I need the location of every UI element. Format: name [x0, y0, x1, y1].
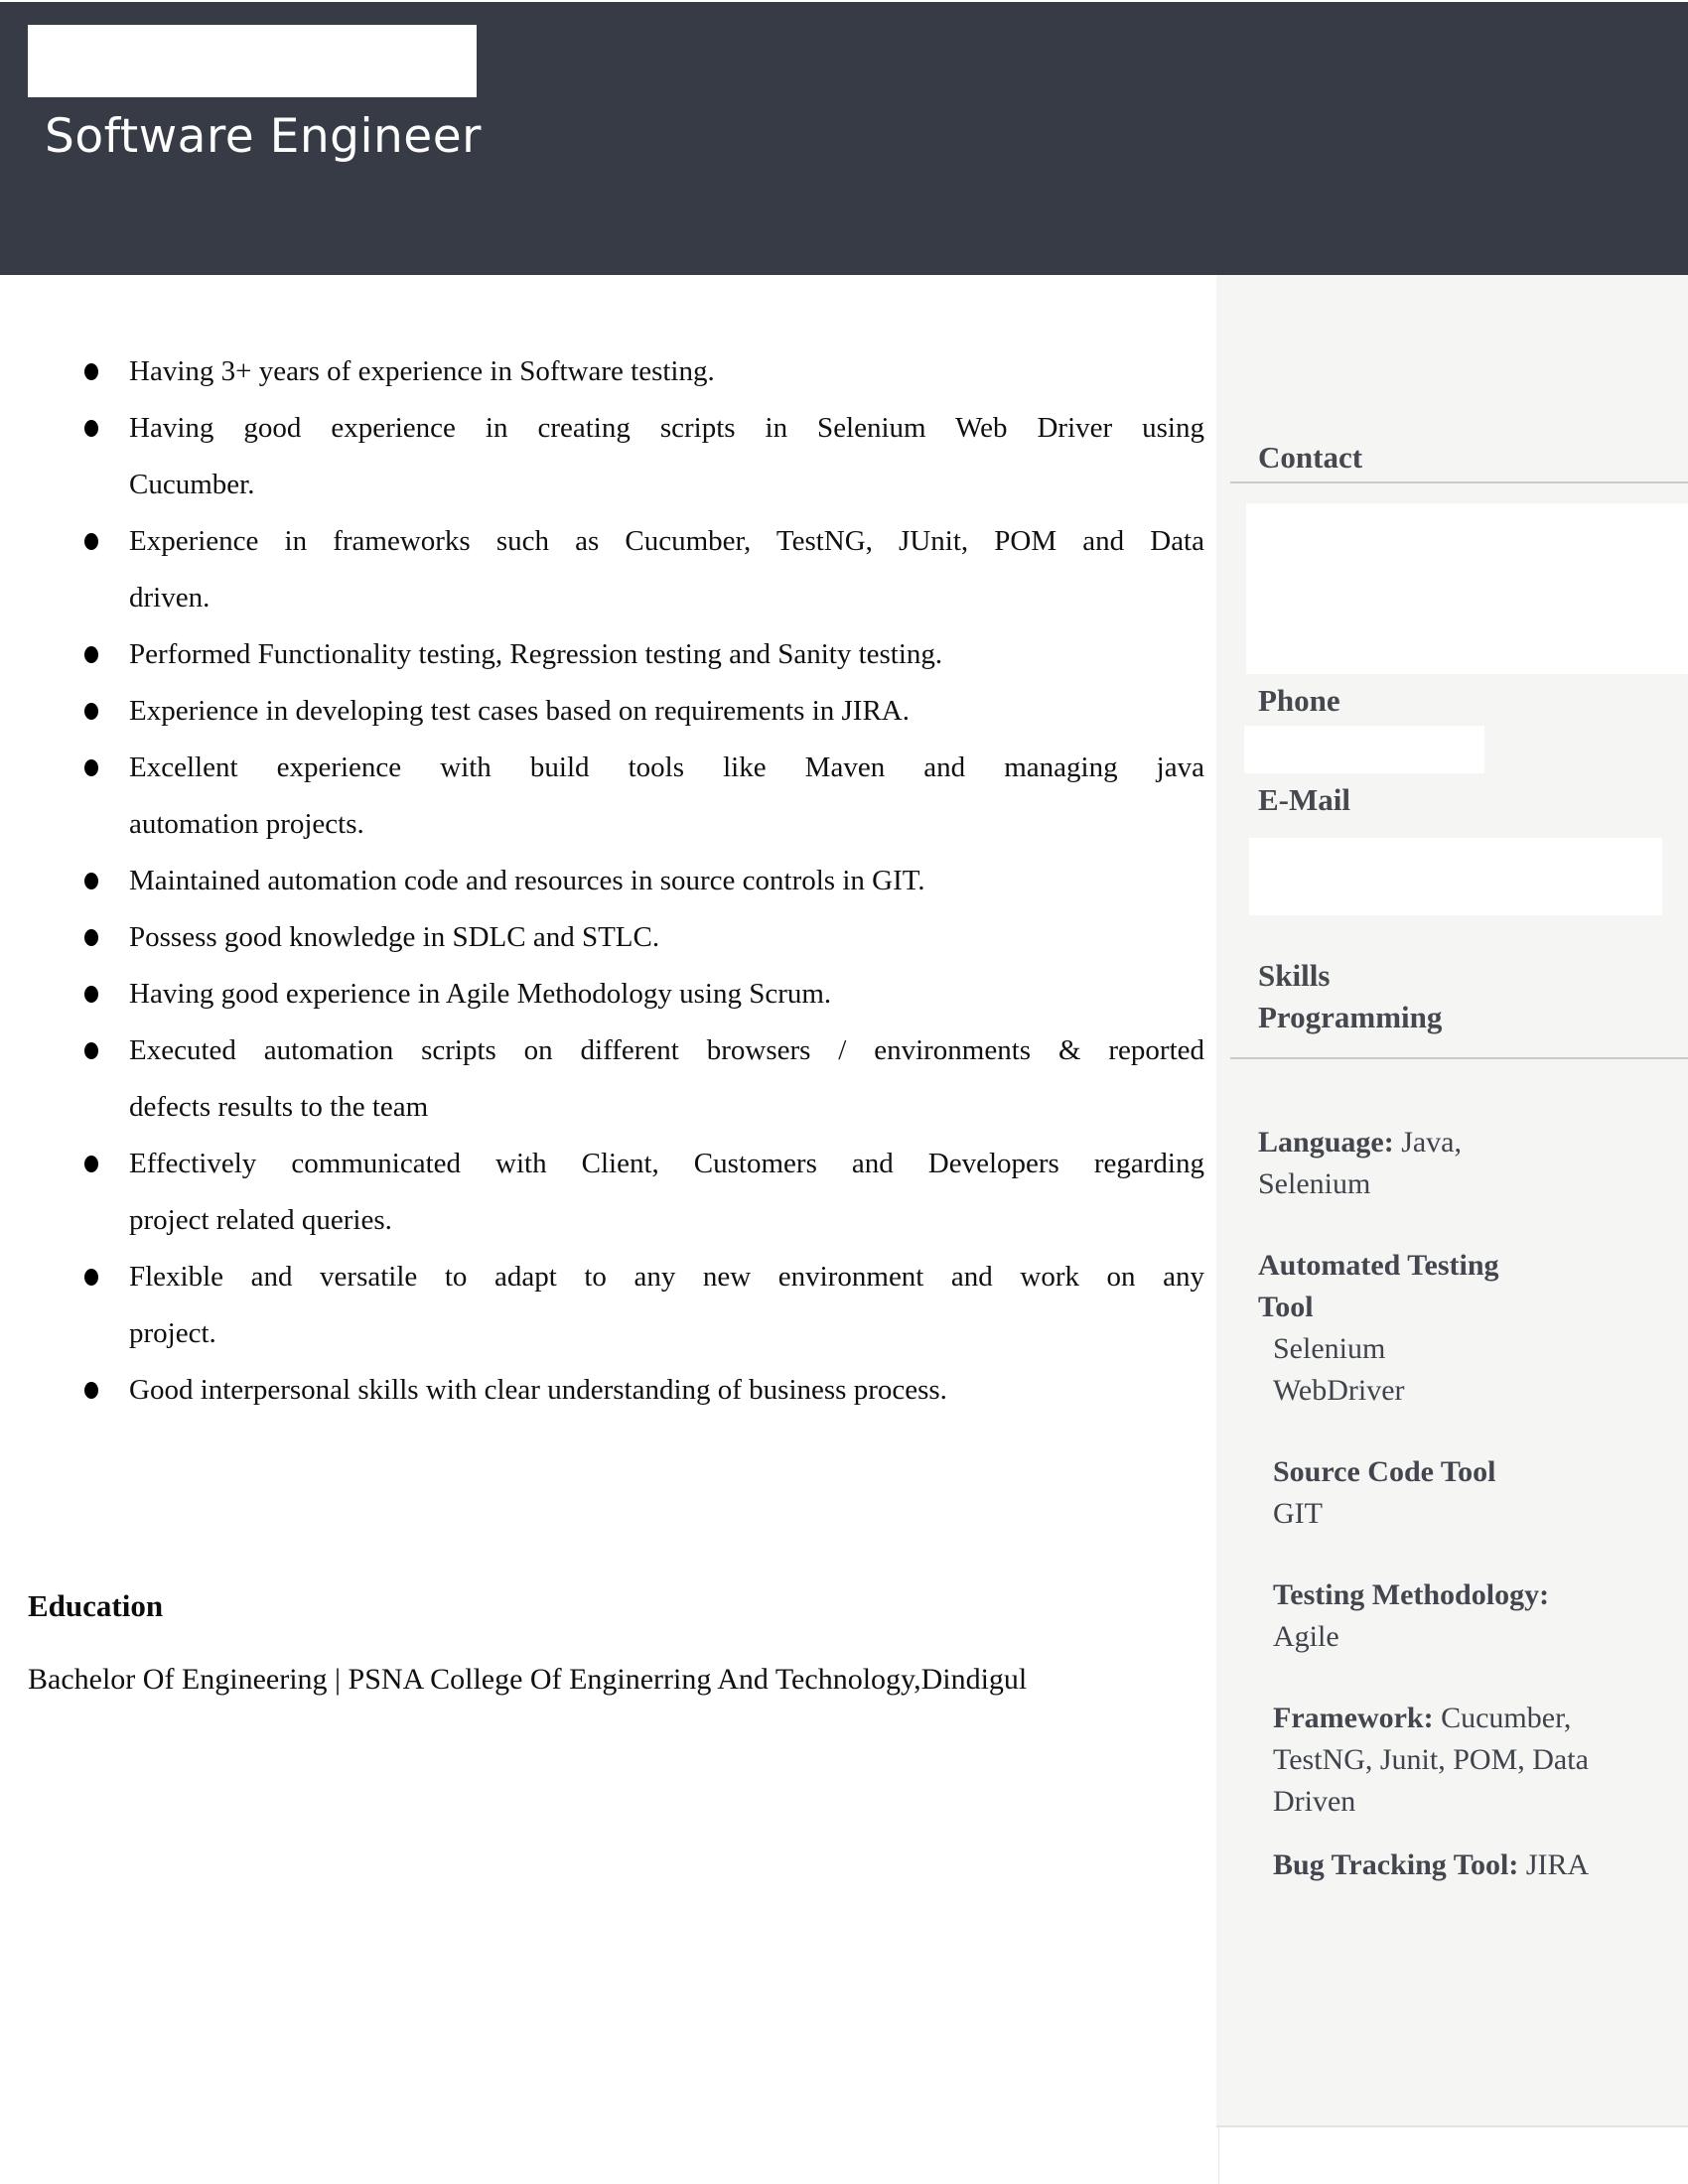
skill-text-line [1273, 1844, 1670, 1886]
skills-divider [1230, 1057, 1688, 1059]
skill-value: WebDriver [1273, 1374, 1405, 1407]
bullet-text-line: Possess good knowledge in SDLC and STLC. [129, 921, 660, 953]
bullet-text-line: Good interpersonal skills with clear understanding of business process. [129, 1374, 947, 1406]
summary-bullet-item [129, 740, 1204, 853]
bullet-text-line: Performed Functionality testing, Regression testing and Sanity testing. [129, 638, 943, 670]
bullet-icon [84, 929, 98, 946]
skill-value: TestNG, Junit, POM, Data [1273, 1743, 1589, 1776]
skill-text-line [1258, 1122, 1670, 1163]
skills-heading-line1: Skills [1258, 958, 1331, 993]
summary-bullet-item [129, 1249, 1204, 1362]
skill-label: Automated Testing [1258, 1249, 1499, 1282]
skill-label: Tool [1258, 1291, 1314, 1323]
skill-text-line [1273, 1698, 1670, 1739]
bullet-text-line: Experience in developing test cases based on requirements in JIRA. [129, 695, 910, 727]
skill-item [1273, 1574, 1670, 1658]
summary-bullet-item [129, 683, 1204, 740]
bullet-text-line: driven. [129, 582, 211, 614]
skill-value: Selenium [1273, 1332, 1386, 1365]
skill-item [1273, 1451, 1670, 1535]
contact-heading: Contact [1258, 440, 1363, 475]
skill-item [1273, 1844, 1670, 1886]
email-label: E-Mail [1258, 782, 1350, 817]
bullet-icon [84, 759, 98, 776]
bullet-text-line: Cucumber. [129, 469, 255, 500]
skill-item [1273, 1698, 1670, 1823]
summary-bullet-item [129, 1023, 1204, 1136]
bullet-text-line: Excellent experience with build tools like Maven and managing java [129, 751, 1204, 783]
bullet-text-line: Maintained automation code and resources in source controls in GIT. [129, 865, 925, 896]
summary-bullet-item [129, 343, 1204, 400]
skill-item [1258, 1245, 1670, 1412]
phone-redacted-box [1244, 726, 1484, 773]
summary-bullet-item [129, 853, 1204, 909]
bullet-icon [84, 1382, 98, 1399]
bullet-icon [84, 363, 98, 380]
skill-value: Java, [1401, 1126, 1462, 1159]
skills-heading [1258, 955, 1442, 1038]
summary-bullet-item [129, 626, 1204, 683]
summary-bullet-item [129, 966, 1204, 1023]
bullet-icon [84, 986, 98, 1003]
bullet-text-line: Experience in frameworks such as Cucumber, TestNG, JUnit, POM and Data [129, 525, 1204, 557]
summary-bullet-item [129, 400, 1204, 513]
email-redacted-box [1249, 838, 1662, 915]
skills-heading-line2: Programming [1258, 1000, 1443, 1034]
skills-list [1258, 1122, 1670, 1926]
bullet-text-line: Effectively communicated with Client, Customers and Developers regarding [129, 1148, 1204, 1179]
education-section [28, 1585, 1209, 1701]
bullet-icon [84, 873, 98, 889]
bullet-text-line: Having 3+ years of experience in Software testing. [129, 355, 715, 387]
bullet-text-line: defects results to the team [129, 1091, 429, 1123]
education-heading: Education [28, 1588, 164, 1623]
skill-value: GIT [1273, 1497, 1323, 1530]
skill-value: Selenium [1258, 1167, 1371, 1200]
skill-label: Testing Methodology: [1273, 1578, 1550, 1611]
bullet-text-line: automation projects. [129, 808, 364, 840]
skill-value: JIRA [1525, 1848, 1590, 1881]
sidebar [1216, 275, 1688, 2127]
header [0, 2, 1688, 275]
phone-label: Phone [1258, 683, 1340, 718]
skill-item [1258, 1122, 1670, 1205]
bullet-icon [84, 420, 98, 437]
page-title: Software Engineer [45, 109, 482, 164]
education-entry: Bachelor Of Engineering | PSNA College Of Enginerring And Technology,Dindigul [28, 1663, 1028, 1696]
bullet-icon [84, 1269, 98, 1286]
skill-value: Agile [1273, 1620, 1339, 1653]
bullet-text-line: Having good experience in creating scripts in Selenium Web Driver using [129, 412, 1204, 444]
bullet-text-line: Executed automation scripts on different browsers / environments & reported [129, 1034, 1204, 1066]
skill-label: Source Code Tool [1273, 1455, 1496, 1488]
skill-label: Language: [1258, 1126, 1394, 1159]
summary-bullet-item [129, 1362, 1204, 1419]
summary-list [129, 343, 1204, 1419]
skill-value: Driven [1273, 1785, 1356, 1818]
address-redacted-box [1246, 503, 1688, 674]
bullet-text-line: Having good experience in Agile Methodology using Scrum. [129, 978, 832, 1010]
skill-label: Framework: [1273, 1702, 1434, 1734]
skill-label: Bug Tracking Tool: [1273, 1848, 1519, 1881]
bullet-icon [84, 1042, 98, 1059]
skill-value: Cucumber, [1441, 1702, 1572, 1734]
bullet-icon [84, 646, 98, 663]
bullet-icon [84, 703, 98, 720]
name-redacted-box [28, 25, 477, 97]
summary-bullet-item [129, 1136, 1204, 1249]
bullet-icon [84, 533, 98, 550]
bullet-text-line: Flexible and versatile to adapt to any new environment and work on any [129, 1261, 1204, 1293]
content-divider-line [1218, 2127, 1219, 2184]
bullet-text-line: project. [129, 1317, 216, 1349]
contact-divider [1230, 481, 1688, 483]
summary-bullet-item [129, 909, 1204, 966]
bullet-icon [84, 1156, 98, 1172]
summary-bullet-item [129, 513, 1204, 626]
bullet-text-line: project related queries. [129, 1204, 392, 1236]
